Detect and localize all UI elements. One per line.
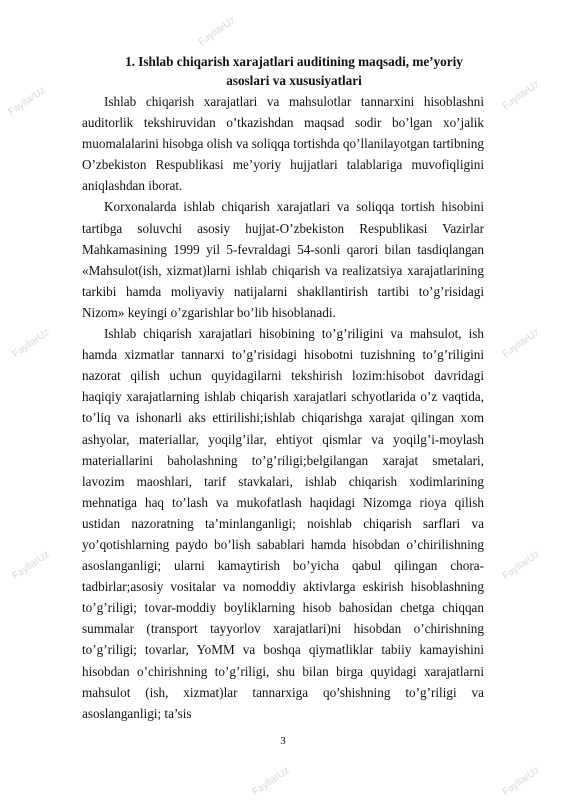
watermark: FayllarUz [500,326,542,361]
document-body [82,52,484,724]
watermark: FayllarUz [500,548,542,583]
watermark: FayllarUz [6,84,48,119]
paragraph: Korxonalarda ishlab chiqarish xarajatlari va soliqqa tortish hisobini tartibga soluvchi asosiy hujjat-O’zbekiston Respublikasi Vazirlar Mahkamasining 1999 yil 5-fevraldagi 54-sonli qarori bilan tasdiqlangan «Mahsulot(ish, xizmat)larni ishlab chiqarish va realizatsiya xarajatlarining tarkibi hamda moliyaviy natijalarni shakllantirish tartibi to’g’risidagi Nizom» keyingi o’zgarishlar bo’lib hisoblanadi. [82,199,484,320]
section-title: 1. Ishlab chiqarish xarajatlari auditining maqsadi, me’yoriy asoslari va xususiyatlari [125,54,463,88]
paragraph: Ishlab chiqarish xarajatlari hisobining to’g’riligini va mahsulot, ish hamda xizmatlar tannarxi to’g’risidagi hisobotni tuzishning to’g’riligini nazorat qilish uchun quyidagilarni tekshirish lozim:hisobot davridagi haqiqiy xarajatlarning ishlab chiqarish xarajatlari schyotlarida o’z vaqtida, to’liq va ishonarli aks ettirilishi;ishlab chiqarishga xarajat qilingan xom ashyolar, materiallar, yoqilg’ilar, ehtiyot qismlar va yoqilg’i-moylash materiallarini baholashning to’g’riligi;belgilangan xarajat smetalari, lavozim maoshlari, tarif stavkalari, ishlab chiqarish xodimlarining mehnatiga haq to’lash va mukofatlash haqidagi Nizomga rioya qilish ustidan nazoratning ta’minlanganligi; noishlab chiqarish sarflari va yo’qotishlarning paydo bo’lish sabablari hamda hisobdan o’chirilishning asoslanganligi; ularni kamaytirish bo’yicha qabul qilingan chora-tadbirlar;asosiy vositalar va nomoddiy aktivlarga eskirish hisoblashning to’g’riligi; tovar-moddiy boyliklarning hisob bahosidan chetga chiqqan summalar (transport tayyorlov xarajatlari)ni hisobdan o’chirishning to’g’riligi; tovarlar, YoMM va boshqa qiymatliklar tabiiy kamayishini hisobdan o’chirishning to’g’riligi, shu bilan birga quyidagi xarajatlarni mahsulot (ish, xizmat)lar tannarxiga qo’shishning to’g’riligi va asoslanganligi; ta’sis [82,326,484,721]
page-number: 3 [280,735,286,747]
watermark: FayllarUz [196,14,238,49]
watermark: FayllarUz [500,764,542,799]
watermark: FayllarUz [10,326,52,361]
watermark: FayllarUz [250,764,292,799]
watermark: FayllarUz [10,548,52,583]
watermark: FayllarUz [500,78,542,113]
paragraph: Ishlab chiqarish xarajatlari va mahsulotlar tannarxini hisoblashni auditorlik tekshiruvidan o’tkazishdan maqsad sodir bo’lgan xo’jalik muomalalarini hisobga olish va soliqqa tortishda qo’llanilayotgan tartibning O’zbekiston Respublikasi me’yoriy hujjatlari talablariga muvofiqligini aniqlashdan iborat. [82,94,484,194]
